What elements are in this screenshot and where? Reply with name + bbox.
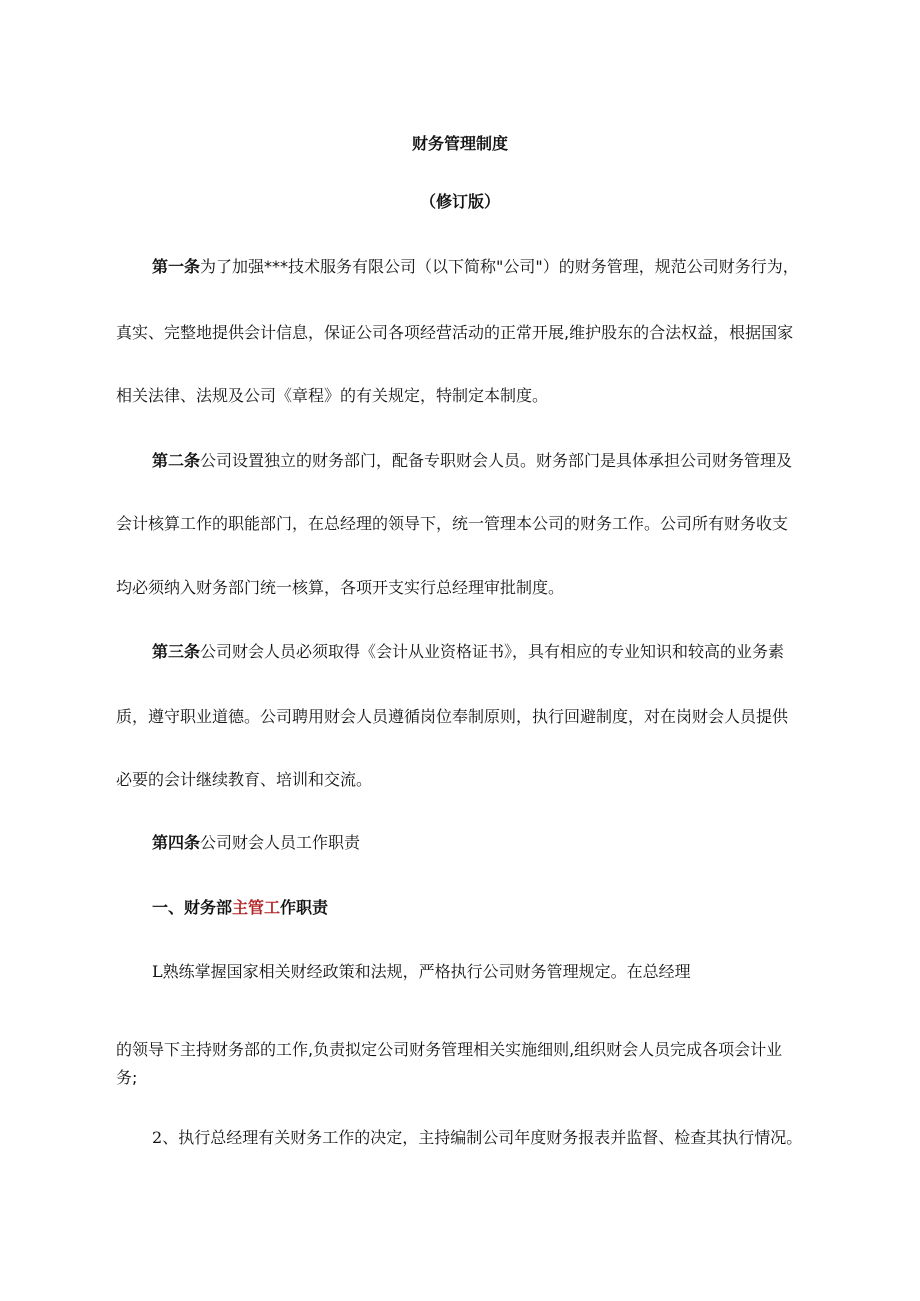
doc-subtitle: （修订版） [419, 192, 500, 211]
article-2-line-3: 均必须纳入财务部门统一核算，各项开支实行总经理审批制度。 [116, 578, 565, 597]
article-4-line [152, 832, 842, 854]
item-1-line-1 [152, 961, 842, 983]
article-4-text: 公司财会人员工作职责 [200, 833, 361, 852]
item-2-number: 2 [152, 1128, 163, 1147]
article-3-line-2: 质，遵守职业道德。公司聘用财会人员遵循岗位奉制原则，执行回避制度，对在岗财会人员提供 [116, 707, 789, 726]
section-1-highlight: 主管工 [232, 898, 281, 917]
article-3-text-1: 公司财会人员必须取得《会计从业资格证书》，具有相应的专业知识和较高的业务素 [200, 642, 785, 661]
article-1-line-2: 真实、完整地提供会计信息，保证公司各项经营活动的正常开展,维护股东的合法权益，根据国家 [116, 323, 794, 342]
section-1-heading [152, 897, 842, 919]
item-2-text: 、执行总经理有关财务工作的决定，主持编制公司年度财务报表并监督、检查其执行情况。 [162, 1128, 803, 1147]
article-1-label: 第一条 [152, 257, 201, 276]
article-2-line-2: 会计核算工作的职能部门，在总经理的领导下，统一管理本公司的财务工作。公司所有财务收支 [116, 514, 789, 533]
item-1-line-3: 务; [116, 1068, 138, 1087]
article-3-label: 第三条 [152, 642, 201, 661]
article-1-line-3: 相关法律、法规及公司《章程》的有关规定，特制定本制度。 [116, 386, 549, 405]
article-2-line-1 [152, 450, 842, 472]
item-1-line-2: 的领导下主持财务部的工作,负责拟定公司财务管理相关实施细则,组织财会人员完成各项会计业 [116, 1040, 783, 1059]
article-1-text-1: 为了加强***技术服务有限公司（以下简称"公司"）的财务管理，规范公司财务行为， [200, 257, 799, 276]
article-3-line-3: 必要的会计继续教育、培训和交流。 [116, 770, 373, 789]
doc-title: 财务管理制度 [411, 134, 508, 153]
section-1-prefix: 一、财务部 [152, 898, 233, 917]
section-1-suffix: 作职责 [280, 898, 329, 917]
item-2-line [152, 1127, 842, 1149]
article-2-text-1: 公司设置独立的财务部门，配备专职财会人员。财务部门是具体承担公司财务管理及 [200, 451, 793, 470]
article-4-label: 第四条 [152, 833, 201, 852]
article-1-line-1 [152, 256, 842, 278]
item-1-text-1: 熟练掌握国家相关财经政策和法规，严格执行公司财务管理规定。在总经理 [162, 962, 691, 981]
article-2-label: 第二条 [152, 451, 201, 470]
article-3-line-1 [152, 641, 842, 663]
item-1-number: L [152, 962, 163, 981]
